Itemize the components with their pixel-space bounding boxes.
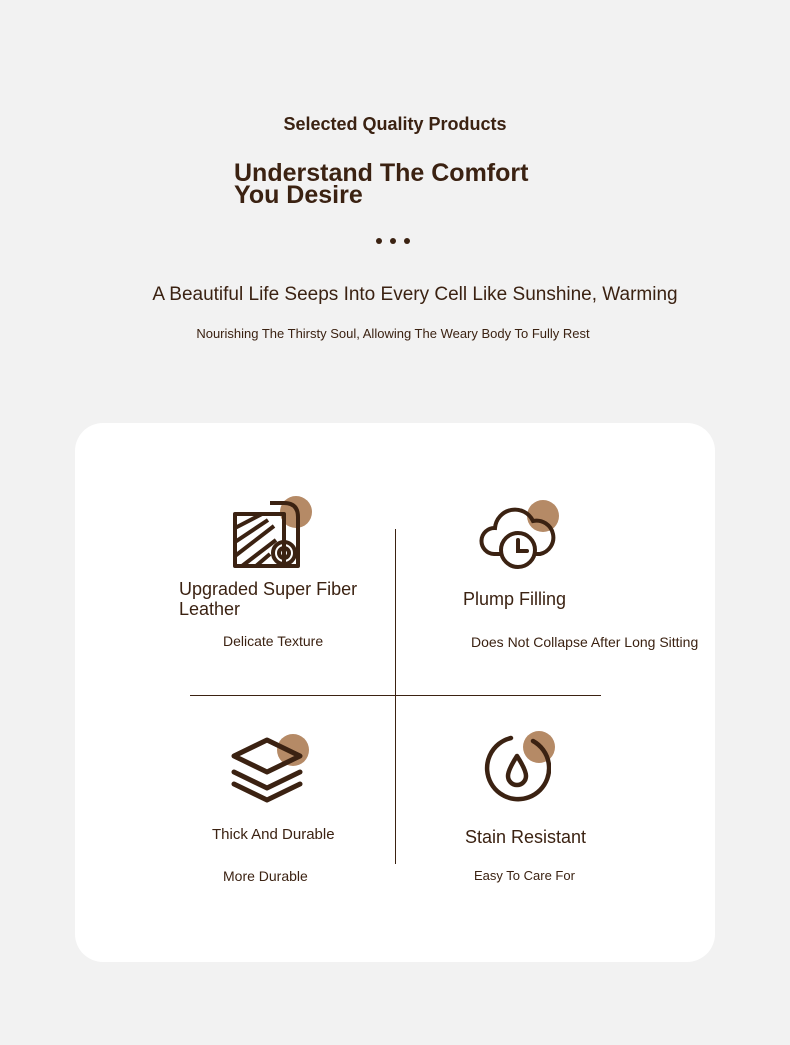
water-drop-icon [483,734,551,804]
lead-text: A Beautiful Life Seeps Into Every Cell Like Sunshine, Warming [152,284,678,305]
dot [376,238,382,244]
feature-title: Stain Resistant [465,827,587,847]
dot [404,238,410,244]
feature-subtitle: Easy To Care For [474,868,575,883]
sublead-text: Nourishing The Thirsty Soul, Allowing The Weary Body To Fully Rest [196,326,590,341]
feature-title: Thick And Durable [212,826,335,843]
vertical-divider [395,529,396,864]
feature-subtitle: Does Not Collapse After Long Sitting [471,634,699,650]
section-eyebrow: Selected Quality Products [283,114,507,134]
layers-icon [230,736,304,804]
cloud-clock-icon [478,502,558,574]
horizontal-divider [190,695,601,696]
feature-title: Plump Filling [463,589,567,609]
page-title-line-1: Understand The Comfort [234,159,529,187]
decorative-dots [376,238,410,244]
page-title-line-2: You Desire [234,181,363,209]
fabric-roll-icon [232,500,304,572]
feature-subtitle: More Durable [223,868,308,884]
feature-title: Upgraded Super Fiber Leather [179,579,358,619]
feature-subtitle: Delicate Texture [223,633,324,649]
dot [390,238,396,244]
page-title [234,159,594,209]
